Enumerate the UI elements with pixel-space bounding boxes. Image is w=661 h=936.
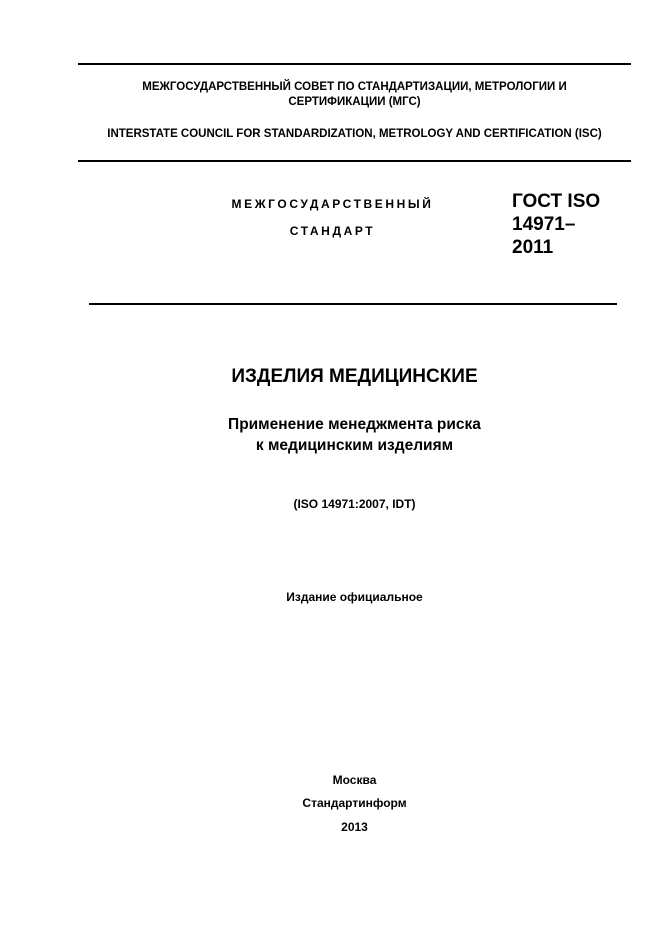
document-title: ИЗДЕЛИЯ МЕДИЦИНСКИЕ: [231, 366, 478, 387]
edition-note: Издание официальное: [286, 590, 423, 604]
imprint-year: 2013: [341, 820, 368, 834]
council-name-en: INTERSTATE COUNCIL FOR STANDARDIZATION, METROLOGY AND CERTIFICATION (ISC): [107, 128, 602, 140]
imprint-city: Москва: [332, 773, 377, 787]
council-name-ru: МЕЖГОСУДАРСТВЕННЫЙ СОВЕТ ПО СТАНДАРТИЗАЦИИ, МЕТРОЛОГИИ И СЕРТИФИКАЦИИ (МГС): [142, 81, 567, 108]
designation-line3: 2011: [512, 237, 554, 258]
document-subtitle-line1: Применение менеджмента риска: [228, 416, 481, 433]
standard-type-line1: МЕЖГОСУДАРСТВЕННЫЙ: [231, 197, 434, 211]
designation-line1: ГОСТ ISO: [512, 191, 601, 212]
iso-reference: (ISO 14971:2007, IDT): [293, 497, 416, 511]
council-bottom-rule: [78, 160, 631, 162]
standard-designation: [512, 190, 622, 259]
header-bottom-rule: [89, 303, 617, 305]
top-rule: [78, 63, 631, 65]
document-subtitle-line2: к медицинским изделиям: [255, 437, 454, 454]
imprint-publisher: Стандартинформ: [302, 796, 407, 810]
standard-type-line2: СТАНДАРТ: [289, 224, 376, 238]
designation-line2: 14971–: [512, 214, 576, 235]
